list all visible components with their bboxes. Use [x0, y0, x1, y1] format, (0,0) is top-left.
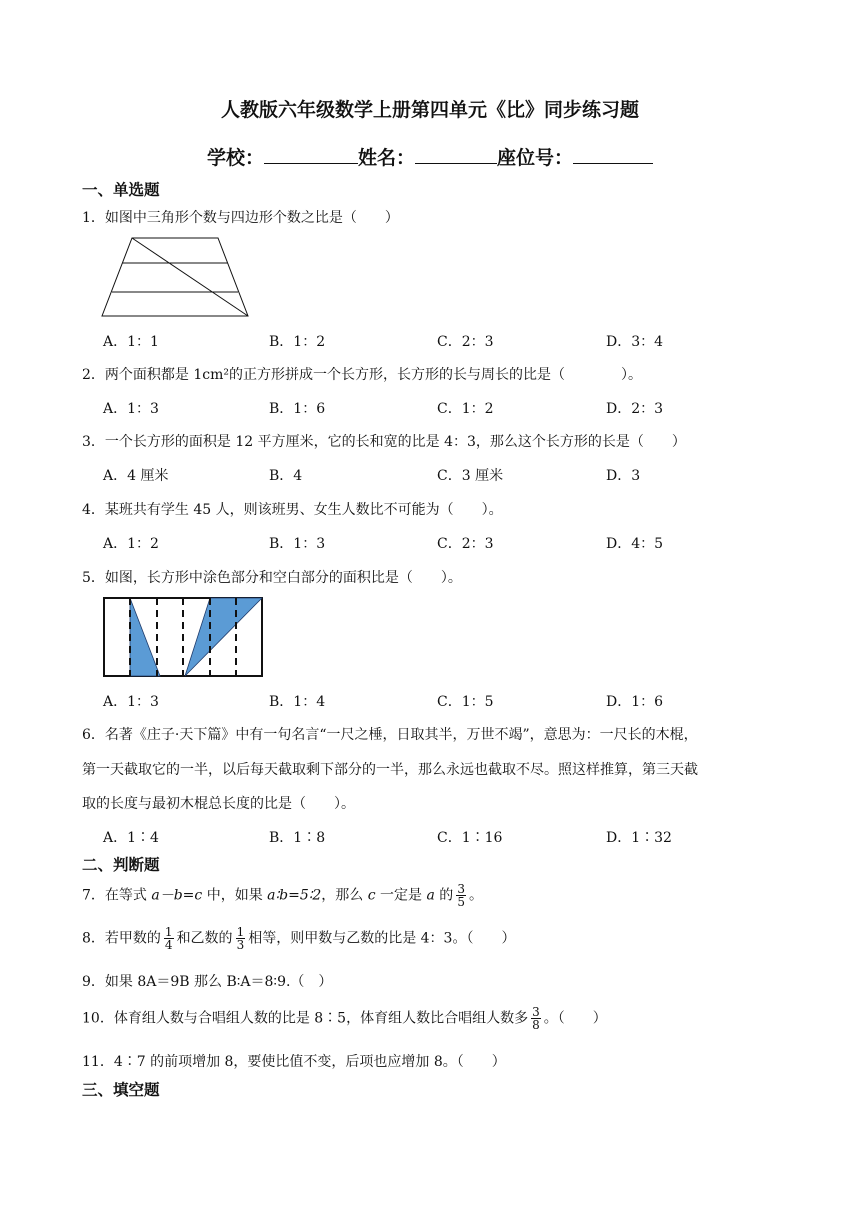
- q8-suffix: 相等，则甲数与乙数的比是 4：3。（ ）: [248, 930, 516, 947]
- q8-fraction-2: [236, 926, 246, 951]
- name-blank[interactable]: [415, 145, 497, 164]
- name-label: 姓名：: [357, 147, 415, 169]
- q7-equation: a－b=c: [151, 887, 203, 904]
- question-5: 5．如图，长方形中涂色部分和空白部分的面积比是（ ）。: [82, 570, 462, 586]
- q8-fraction-1-numerator: 1: [164, 925, 173, 939]
- q7-suffix: 。: [468, 887, 483, 904]
- q6-option-b[interactable]: B．1∶8: [269, 830, 326, 846]
- q7-fraction-numerator: 3: [457, 882, 465, 896]
- question-1: 1．如图中三角形个数与四边形个数之比是（ ）: [82, 210, 399, 226]
- question-7: [82, 883, 483, 908]
- q3-option-c[interactable]: C．3 厘米: [437, 468, 504, 484]
- section-heading-true-false: 二、判断题: [82, 856, 160, 874]
- q8-fraction-2-denominator: 3: [236, 938, 245, 952]
- q8-mid: 和乙数的: [176, 930, 233, 947]
- question-2: 2．两个面积都是 1cm²的正方形拼成一个长方形，长方形的长与周长的比是（ ）。: [82, 367, 642, 383]
- school-blank[interactable]: [264, 145, 358, 164]
- q7-fraction-denominator: 5: [457, 895, 465, 909]
- q2-option-b[interactable]: B．1：6: [269, 401, 326, 417]
- q7-prefix: 7．在等式: [82, 887, 152, 904]
- question-4: 4．某班共有学生 45 人，则该班男、女生人数比不可能为（ ）。: [82, 502, 503, 518]
- page-title: 人教版六年级数学上册第四单元《比》同步练习题: [220, 99, 639, 121]
- question-8: [82, 926, 515, 951]
- q7-var-c: c: [367, 887, 376, 904]
- q8-prefix: 8．若甲数的: [82, 930, 161, 947]
- q10-suffix: 。（ ）: [543, 1010, 607, 1027]
- q1-option-d[interactable]: D．3：4: [606, 334, 664, 350]
- q7-mid-2: ，那么: [321, 887, 368, 904]
- q7-mid-3: 一定是: [375, 887, 427, 904]
- q3-option-b[interactable]: B．4: [269, 468, 303, 484]
- q6-option-c[interactable]: C．1∶16: [437, 830, 503, 846]
- question-6-line-3: 取的长度与最初木棍总长度的比是（ ）。: [82, 796, 355, 812]
- q1-option-a[interactable]: A．1：1: [103, 334, 159, 350]
- q5-option-c[interactable]: C．1：5: [437, 694, 494, 710]
- trapezoid-figure: [100, 236, 250, 318]
- q4-option-a[interactable]: A．1：2: [103, 536, 159, 552]
- question-11: 11．4∶7 的前项增加 8，要使比值不变，后项也应增加 8。（ ）: [82, 1054, 506, 1070]
- question-10: [82, 1006, 607, 1031]
- question-3: 3．一个长方形的面积是 12 平方厘米，它的长和宽的比是 4：3，那么这个长方形的长是（ ）: [82, 434, 686, 450]
- question-6-line-2: 第一天截取它的一半，以后每天截取剩下部分的一半，那么永远也截取不尽。照这样推算，第三天截: [82, 762, 698, 778]
- q7-mid-4: 的: [434, 887, 454, 904]
- q7-ratio: a∶b=5∶2: [267, 887, 322, 904]
- shaded-rectangle-figure: [102, 596, 264, 678]
- question-6-line-1: 6．名著《庄子·天下篇》中有一句名言“一尺之棰，日取其半，万世不竭”，意思为：一尺长的木棍，: [82, 727, 698, 743]
- q3-option-d[interactable]: D．3: [606, 468, 641, 484]
- q10-fraction: [531, 1006, 541, 1031]
- q2-option-c[interactable]: C．1：2: [437, 401, 494, 417]
- q1-option-c[interactable]: C．2：3: [437, 334, 494, 350]
- q4-option-b[interactable]: B．1：3: [269, 536, 326, 552]
- q8-fraction-1: [164, 926, 174, 951]
- school-label: 学校：: [206, 147, 264, 169]
- q7-var-a: a: [426, 887, 435, 904]
- q4-option-d[interactable]: D．4：5: [606, 536, 664, 552]
- q2-option-d[interactable]: D．2：3: [606, 401, 664, 417]
- seat-blank[interactable]: [573, 145, 653, 164]
- q6-option-d[interactable]: D．1∶32: [606, 830, 672, 846]
- q3-option-a[interactable]: A．4 厘米: [103, 468, 169, 484]
- q6-option-a[interactable]: A．1∶4: [103, 830, 159, 846]
- q10-fraction-denominator: 8: [532, 1018, 540, 1032]
- q5-option-d[interactable]: D．1：6: [606, 694, 664, 710]
- q8-fraction-2-numerator: 1: [236, 925, 245, 939]
- q7-fraction: [456, 883, 466, 908]
- q4-option-c[interactable]: C．2：3: [437, 536, 494, 552]
- q7-mid-1: 中，如果: [202, 887, 268, 904]
- student-info-line: [0, 143, 860, 170]
- q2-option-a[interactable]: A．1：3: [103, 401, 159, 417]
- question-9: 9．如果 8A＝9B 那么 B∶A＝8∶9.（ ）: [82, 974, 333, 990]
- q5-option-b[interactable]: B．1：4: [269, 694, 326, 710]
- q5-option-a[interactable]: A．1：3: [103, 694, 159, 710]
- q10-fraction-numerator: 3: [532, 1005, 540, 1019]
- section-heading-fill-in: 三、填空题: [82, 1081, 160, 1099]
- seat-label: 座位号：: [497, 147, 574, 169]
- q1-option-b[interactable]: B．1：2: [269, 334, 326, 350]
- q8-fraction-1-denominator: 4: [164, 938, 173, 952]
- q10-prefix: 10．体育组人数与合唱组人数的比是 8∶5，体育组人数比合唱组人数多: [82, 1010, 529, 1027]
- section-heading-single-choice: 一、单选题: [82, 181, 160, 199]
